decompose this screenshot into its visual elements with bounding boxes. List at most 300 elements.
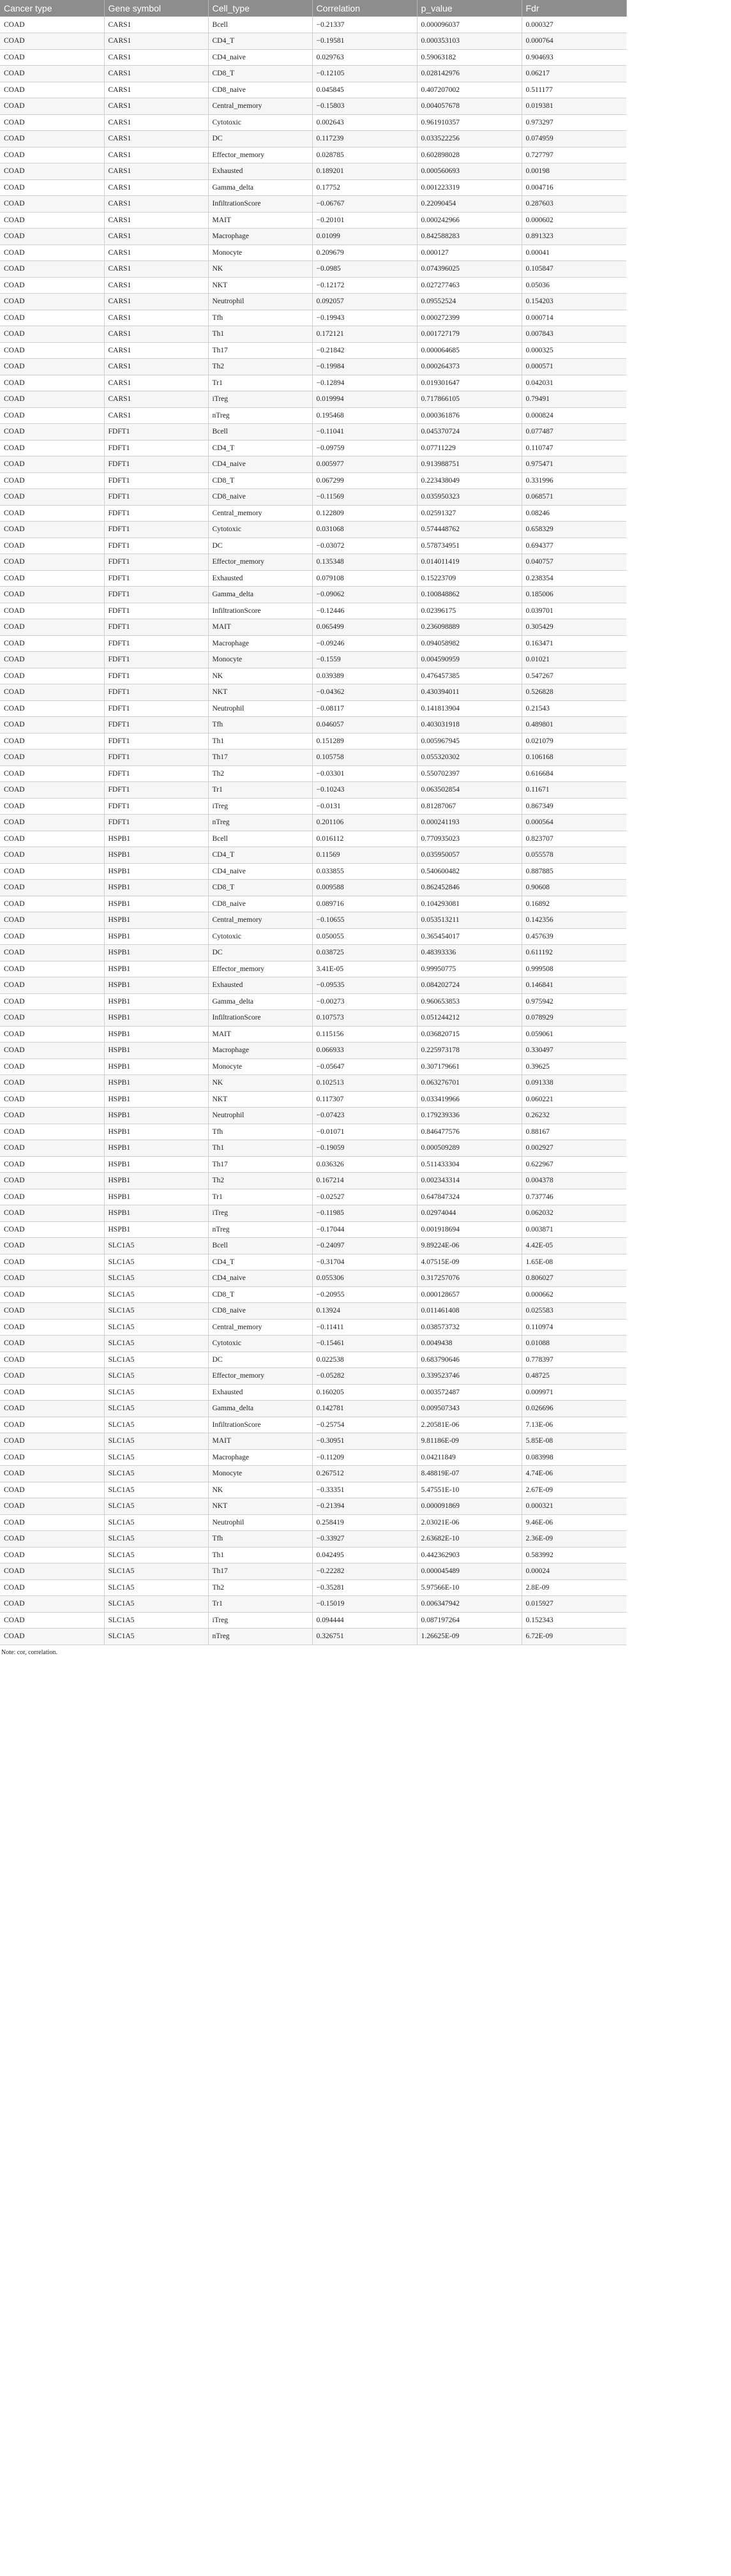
cell-type-cell: MAIT — [208, 1433, 312, 1450]
gene-symbol-cell: FDFT1 — [104, 554, 208, 571]
cancer-type-cell: COAD — [0, 375, 104, 391]
table-row — [0, 163, 731, 180]
table-row — [0, 831, 731, 847]
fdr-cell: 0.091338 — [522, 1075, 626, 1092]
cancer-type-cell: COAD — [0, 1140, 104, 1157]
table-row — [0, 554, 731, 571]
p-value-cell: 0.846477576 — [417, 1124, 522, 1140]
cell-type-cell: Th17 — [208, 342, 312, 359]
gene-symbol-cell: HSPB1 — [104, 1189, 208, 1205]
cell-type-cell: Central_memory — [208, 505, 312, 522]
fdr-cell: 0.000662 — [522, 1286, 626, 1303]
cancer-type-cell: COAD — [0, 1384, 104, 1401]
correlation-cell: 0.17752 — [312, 179, 417, 196]
correlation-cell: −0.10243 — [312, 782, 417, 799]
cell-type-cell: CD8_naive — [208, 489, 312, 506]
cell-type-cell: CD4_naive — [208, 1270, 312, 1287]
p-value-cell: 5.47551E-10 — [417, 1482, 522, 1498]
cancer-type-cell: COAD — [0, 359, 104, 375]
cancer-type-cell: COAD — [0, 700, 104, 717]
correlation-cell: −0.19943 — [312, 310, 417, 326]
cell-type-cell: Macrophage — [208, 229, 312, 245]
cancer-type-cell: COAD — [0, 147, 104, 163]
fdr-cell: 0.062032 — [522, 1205, 626, 1222]
p-value-cell: 0.717866105 — [417, 391, 522, 408]
table-row — [0, 1433, 731, 1450]
p-value-cell: 0.476457385 — [417, 668, 522, 684]
table-row — [0, 359, 731, 375]
correlation-cell: 0.042495 — [312, 1547, 417, 1563]
p-value-cell: 0.000045489 — [417, 1563, 522, 1580]
cancer-type-cell: COAD — [0, 945, 104, 961]
fdr-cell: 0.457639 — [522, 928, 626, 945]
table-row — [0, 472, 731, 489]
cancer-type-cell: COAD — [0, 847, 104, 864]
table-row — [0, 375, 731, 391]
p-value-cell: 0.99950775 — [417, 961, 522, 977]
table-row — [0, 603, 731, 619]
cancer-type-cell: COAD — [0, 1108, 104, 1124]
p-value-cell: 0.084202724 — [417, 977, 522, 994]
cell-type-cell: iTreg — [208, 1205, 312, 1222]
header-fdr: Fdr — [522, 0, 626, 17]
cancer-type-cell: COAD — [0, 977, 104, 994]
cell-type-cell: Bcell — [208, 831, 312, 847]
fdr-cell: 0.000327 — [522, 17, 626, 33]
gene-symbol-cell: CARS1 — [104, 212, 208, 229]
fdr-cell: 0.002927 — [522, 1140, 626, 1157]
fdr-cell: 0.083998 — [522, 1449, 626, 1466]
cancer-type-cell: COAD — [0, 587, 104, 603]
fdr-cell: 4.74E-06 — [522, 1466, 626, 1482]
correlation-cell: 0.151289 — [312, 733, 417, 749]
correlation-cell: 0.092057 — [312, 294, 417, 310]
p-value-cell: 0.22090454 — [417, 196, 522, 213]
cancer-type-cell: COAD — [0, 277, 104, 294]
table-header-row — [0, 0, 731, 17]
fdr-cell: 0.077487 — [522, 424, 626, 441]
gene-symbol-cell: HSPB1 — [104, 1156, 208, 1173]
table-row — [0, 863, 731, 880]
correlation-cell: −0.24097 — [312, 1238, 417, 1254]
cell-type-cell: Gamma_delta — [208, 179, 312, 196]
cell-type-cell: MAIT — [208, 619, 312, 636]
cell-type-cell: Tr1 — [208, 1189, 312, 1205]
correlation-cell: 0.039389 — [312, 668, 417, 684]
gene-symbol-cell: FDFT1 — [104, 619, 208, 636]
correlation-cell: −0.21842 — [312, 342, 417, 359]
cell-type-cell: Tfh — [208, 1531, 312, 1548]
correlation-cell: −0.0131 — [312, 798, 417, 815]
cell-type-cell: NKT — [208, 684, 312, 701]
p-value-cell: 0.961910357 — [417, 114, 522, 131]
table-row — [0, 342, 731, 359]
fdr-cell: 5.85E-08 — [522, 1433, 626, 1450]
fdr-cell: 0.003871 — [522, 1221, 626, 1238]
fdr-cell: 9.46E-06 — [522, 1514, 626, 1531]
cell-type-cell: NK — [208, 1075, 312, 1092]
cancer-type-cell: COAD — [0, 1531, 104, 1548]
cancer-type-cell: COAD — [0, 668, 104, 684]
cell-type-cell: Tfh — [208, 717, 312, 734]
cancer-type-cell: COAD — [0, 1254, 104, 1270]
cancer-type-cell: COAD — [0, 1368, 104, 1385]
fdr-cell: 0.000325 — [522, 342, 626, 359]
correlation-cell: −0.03301 — [312, 765, 417, 782]
correlation-cell: 0.094444 — [312, 1612, 417, 1629]
table-row — [0, 1010, 731, 1027]
cell-type-cell: Neutrophil — [208, 700, 312, 717]
gene-symbol-cell: CARS1 — [104, 163, 208, 180]
cancer-type-cell: COAD — [0, 928, 104, 945]
p-value-cell: 0.574448762 — [417, 522, 522, 538]
correlation-cell: −0.35281 — [312, 1579, 417, 1596]
gene-symbol-cell: FDFT1 — [104, 700, 208, 717]
cell-type-cell: Macrophage — [208, 1449, 312, 1466]
cancer-type-cell: COAD — [0, 1075, 104, 1092]
correlation-cell: −0.11411 — [312, 1319, 417, 1336]
table-row — [0, 684, 731, 701]
cancer-type-cell: COAD — [0, 163, 104, 180]
p-value-cell: 0.000128657 — [417, 1286, 522, 1303]
cancer-type-cell: COAD — [0, 1482, 104, 1498]
gene-symbol-cell: SLC1A5 — [104, 1547, 208, 1563]
fdr-cell: 0.778397 — [522, 1352, 626, 1368]
p-value-cell: 0.81287067 — [417, 798, 522, 815]
cancer-type-cell: COAD — [0, 782, 104, 799]
fdr-cell: 0.806027 — [522, 1270, 626, 1287]
cancer-type-cell: COAD — [0, 1612, 104, 1629]
p-value-cell: 0.15223709 — [417, 570, 522, 587]
gene-symbol-cell: HSPB1 — [104, 1026, 208, 1043]
gene-symbol-cell: HSPB1 — [104, 863, 208, 880]
fdr-cell: 0.019381 — [522, 98, 626, 115]
cancer-type-cell: COAD — [0, 49, 104, 66]
cell-type-cell: Th17 — [208, 1563, 312, 1580]
cell-type-cell: Gamma_delta — [208, 993, 312, 1010]
correlation-cell: −0.03072 — [312, 538, 417, 554]
cancer-type-cell: COAD — [0, 294, 104, 310]
cancer-type-cell: COAD — [0, 749, 104, 766]
correlation-cell: −0.11041 — [312, 424, 417, 441]
cell-type-cell: DC — [208, 131, 312, 147]
table-row — [0, 1058, 731, 1075]
gene-symbol-cell: HSPB1 — [104, 961, 208, 977]
cell-type-cell: iTreg — [208, 1612, 312, 1629]
cancer-type-cell: COAD — [0, 1498, 104, 1515]
table-row — [0, 391, 731, 408]
fdr-cell: 0.000571 — [522, 359, 626, 375]
gene-symbol-cell: FDFT1 — [104, 782, 208, 799]
cancer-type-cell: COAD — [0, 896, 104, 912]
cell-type-cell: nTreg — [208, 1221, 312, 1238]
gene-symbol-cell: SLC1A5 — [104, 1449, 208, 1466]
gene-symbol-cell: HSPB1 — [104, 896, 208, 912]
fdr-cell: 0.01088 — [522, 1336, 626, 1352]
p-value-cell: 0.307179661 — [417, 1058, 522, 1075]
cell-type-cell: DC — [208, 538, 312, 554]
correlation-cell: 0.258419 — [312, 1514, 417, 1531]
gene-symbol-cell: FDFT1 — [104, 489, 208, 506]
cell-type-cell: Th2 — [208, 359, 312, 375]
table-row — [0, 424, 731, 441]
correlation-cell: 0.107573 — [312, 1010, 417, 1027]
gene-symbol-cell: FDFT1 — [104, 749, 208, 766]
correlation-cell: 0.005977 — [312, 456, 417, 473]
cancer-type-cell: COAD — [0, 1629, 104, 1645]
p-value-cell: 0.913988751 — [417, 456, 522, 473]
cancer-type-cell: COAD — [0, 196, 104, 213]
p-value-cell: 0.035950323 — [417, 489, 522, 506]
header-correlation: Correlation — [312, 0, 417, 17]
gene-symbol-cell: SLC1A5 — [104, 1303, 208, 1320]
fdr-cell: 0.142356 — [522, 912, 626, 929]
gene-symbol-cell: FDFT1 — [104, 668, 208, 684]
table-row — [0, 896, 731, 912]
fdr-cell: 0.39625 — [522, 1058, 626, 1075]
correlation-cell: −0.12172 — [312, 277, 417, 294]
cancer-type-cell: COAD — [0, 1433, 104, 1450]
fdr-cell: 0.526828 — [522, 684, 626, 701]
fdr-cell: 0.90608 — [522, 880, 626, 896]
gene-symbol-cell: HSPB1 — [104, 1010, 208, 1027]
gene-symbol-cell: CARS1 — [104, 391, 208, 408]
fdr-cell: 0.622967 — [522, 1156, 626, 1173]
p-value-cell: 0.09552524 — [417, 294, 522, 310]
correlation-cell: 0.028785 — [312, 147, 417, 163]
cell-type-cell: nTreg — [208, 407, 312, 424]
fdr-cell: 0.000714 — [522, 310, 626, 326]
table-row — [0, 33, 731, 50]
cell-type-cell: MAIT — [208, 212, 312, 229]
correlation-cell: −0.20955 — [312, 1286, 417, 1303]
cell-type-cell: Effector_memory — [208, 1368, 312, 1385]
fdr-cell: 0.060221 — [522, 1091, 626, 1108]
fdr-cell: 0.16892 — [522, 896, 626, 912]
gene-symbol-cell: HSPB1 — [104, 831, 208, 847]
cancer-type-cell: COAD — [0, 179, 104, 196]
table-body — [0, 17, 731, 1645]
table-row — [0, 1368, 731, 1385]
header-cancer-type: Cancer type — [0, 0, 104, 17]
fdr-cell: 0.975471 — [522, 456, 626, 473]
gene-symbol-cell: SLC1A5 — [104, 1563, 208, 1580]
gene-symbol-cell: SLC1A5 — [104, 1401, 208, 1417]
cancer-type-cell: COAD — [0, 831, 104, 847]
p-value-cell: 0.003572487 — [417, 1384, 522, 1401]
fdr-cell: 0.146841 — [522, 977, 626, 994]
table-row — [0, 619, 731, 636]
cancer-type-cell: COAD — [0, 1563, 104, 1580]
p-value-cell: 4.07515E-09 — [417, 1254, 522, 1270]
correlation-cell: 0.160205 — [312, 1384, 417, 1401]
p-value-cell: 0.005967945 — [417, 733, 522, 749]
table-row — [0, 1482, 731, 1498]
cell-type-cell: CD8_T — [208, 66, 312, 82]
gene-symbol-cell: SLC1A5 — [104, 1531, 208, 1548]
p-value-cell: 0.59063182 — [417, 49, 522, 66]
fdr-cell: 0.074959 — [522, 131, 626, 147]
gene-symbol-cell: SLC1A5 — [104, 1352, 208, 1368]
table-row — [0, 1156, 731, 1173]
fdr-cell: 0.238354 — [522, 570, 626, 587]
gene-symbol-cell: FDFT1 — [104, 587, 208, 603]
table-row — [0, 538, 731, 554]
table-row — [0, 66, 731, 82]
correlation-cell: −0.11569 — [312, 489, 417, 506]
p-value-cell: 0.074396025 — [417, 261, 522, 278]
cell-type-cell: NK — [208, 261, 312, 278]
p-value-cell: 0.000560693 — [417, 163, 522, 180]
gene-symbol-cell: HSPB1 — [104, 928, 208, 945]
table-row — [0, 310, 731, 326]
gene-symbol-cell: CARS1 — [104, 66, 208, 82]
cell-type-cell: Exhausted — [208, 570, 312, 587]
cell-type-cell: iTreg — [208, 391, 312, 408]
table-row — [0, 945, 731, 961]
gene-symbol-cell: CARS1 — [104, 179, 208, 196]
correlation-cell: 0.016112 — [312, 831, 417, 847]
cell-type-cell: CD4_T — [208, 33, 312, 50]
table-row — [0, 570, 731, 587]
table-row — [0, 1075, 731, 1092]
cancer-type-cell: COAD — [0, 863, 104, 880]
fdr-cell: 0.00024 — [522, 1563, 626, 1580]
correlation-cell: −0.05647 — [312, 1058, 417, 1075]
p-value-cell: 0.001223319 — [417, 179, 522, 196]
fdr-cell: 0.823707 — [522, 831, 626, 847]
p-value-cell: 0.511433304 — [417, 1156, 522, 1173]
correlation-cell: −0.1559 — [312, 652, 417, 668]
p-value-cell: 0.000241193 — [417, 815, 522, 831]
correlation-cell: −0.33351 — [312, 1482, 417, 1498]
fdr-cell: 0.004378 — [522, 1173, 626, 1189]
cancer-type-cell: COAD — [0, 912, 104, 929]
gene-symbol-cell: HSPB1 — [104, 1221, 208, 1238]
cell-type-cell: CD8_T — [208, 880, 312, 896]
p-value-cell: 0.683790646 — [417, 1352, 522, 1368]
correlation-cell: 0.038725 — [312, 945, 417, 961]
cell-type-cell: Gamma_delta — [208, 587, 312, 603]
fdr-cell: 0.11671 — [522, 782, 626, 799]
p-value-cell: 0.179239336 — [417, 1108, 522, 1124]
correlation-cell: 0.031068 — [312, 522, 417, 538]
p-value-cell: 2.20581E-06 — [417, 1417, 522, 1433]
cancer-type-cell: COAD — [0, 1091, 104, 1108]
gene-symbol-cell: HSPB1 — [104, 993, 208, 1010]
fdr-cell: 0.975942 — [522, 993, 626, 1010]
p-value-cell: 0.033419966 — [417, 1091, 522, 1108]
correlation-cell: −0.00273 — [312, 993, 417, 1010]
cancer-type-cell: COAD — [0, 440, 104, 456]
cell-type-cell: NK — [208, 668, 312, 684]
fdr-cell: 0.727797 — [522, 147, 626, 163]
fdr-cell: 0.01021 — [522, 652, 626, 668]
cell-type-cell: CD8_T — [208, 472, 312, 489]
p-value-cell: 0.602898028 — [417, 147, 522, 163]
fdr-cell: 0.999508 — [522, 961, 626, 977]
fdr-cell: 0.009971 — [522, 1384, 626, 1401]
fdr-cell: 0.694377 — [522, 538, 626, 554]
p-value-cell: 0.317257076 — [417, 1270, 522, 1287]
cancer-type-cell: COAD — [0, 456, 104, 473]
table-row — [0, 798, 731, 815]
table-row — [0, 1270, 731, 1287]
correlation-cell: −0.11985 — [312, 1205, 417, 1222]
p-value-cell: 0.038573732 — [417, 1319, 522, 1336]
gene-symbol-cell: FDFT1 — [104, 652, 208, 668]
p-value-cell: 0.019301647 — [417, 375, 522, 391]
correlation-cell: 0.002643 — [312, 114, 417, 131]
gene-symbol-cell: FDFT1 — [104, 635, 208, 652]
cell-type-cell: Th2 — [208, 765, 312, 782]
gene-symbol-cell: CARS1 — [104, 17, 208, 33]
cancer-type-cell: COAD — [0, 229, 104, 245]
cell-type-cell: Tr1 — [208, 1596, 312, 1613]
cancer-type-cell: COAD — [0, 570, 104, 587]
table-row — [0, 82, 731, 98]
table-row — [0, 749, 731, 766]
cell-type-cell: Th2 — [208, 1173, 312, 1189]
gene-symbol-cell: HSPB1 — [104, 1091, 208, 1108]
correlation-cell: −0.31704 — [312, 1254, 417, 1270]
fdr-cell: 0.08246 — [522, 505, 626, 522]
cancer-type-cell: COAD — [0, 82, 104, 98]
cell-type-cell: NKT — [208, 1498, 312, 1515]
table-row — [0, 294, 731, 310]
cancer-type-cell: COAD — [0, 765, 104, 782]
p-value-cell: 0.430394011 — [417, 684, 522, 701]
correlation-cell: 0.267512 — [312, 1466, 417, 1482]
table-row — [0, 17, 731, 33]
p-value-cell: 0.578734951 — [417, 538, 522, 554]
table-row — [0, 98, 731, 115]
cell-type-cell: Central_memory — [208, 912, 312, 929]
table-row — [0, 261, 731, 278]
p-value-cell: 0.000353103 — [417, 33, 522, 50]
correlation-cell: −0.09759 — [312, 440, 417, 456]
fdr-cell: 0.867349 — [522, 798, 626, 815]
gene-symbol-cell: FDFT1 — [104, 472, 208, 489]
gene-symbol-cell: SLC1A5 — [104, 1319, 208, 1336]
table-row — [0, 1221, 731, 1238]
cell-type-cell: CD8_T — [208, 1286, 312, 1303]
fdr-cell: 0.068571 — [522, 489, 626, 506]
table-row — [0, 147, 731, 163]
p-value-cell: 0.403031918 — [417, 717, 522, 734]
gene-symbol-cell: SLC1A5 — [104, 1254, 208, 1270]
cancer-type-cell: COAD — [0, 1547, 104, 1563]
p-value-cell: 0.000242966 — [417, 212, 522, 229]
correlation-cell: −0.0985 — [312, 261, 417, 278]
correlation-cell: −0.01071 — [312, 1124, 417, 1140]
cancer-type-cell: COAD — [0, 472, 104, 489]
correlation-cell: −0.19984 — [312, 359, 417, 375]
cell-type-cell: NKT — [208, 1091, 312, 1108]
cancer-type-cell: COAD — [0, 505, 104, 522]
gene-symbol-cell: FDFT1 — [104, 505, 208, 522]
p-value-cell: 0.000091869 — [417, 1498, 522, 1515]
gene-symbol-cell: CARS1 — [104, 33, 208, 50]
cell-type-cell: NKT — [208, 277, 312, 294]
cell-type-cell: Cytotoxic — [208, 928, 312, 945]
cell-type-cell: InfiltrationScore — [208, 1010, 312, 1027]
cell-type-cell: Exhausted — [208, 163, 312, 180]
p-value-cell: 0.407207002 — [417, 82, 522, 98]
p-value-cell: 0.002343314 — [417, 1173, 522, 1189]
gene-symbol-cell: SLC1A5 — [104, 1596, 208, 1613]
cell-type-cell: Cytotoxic — [208, 1336, 312, 1352]
